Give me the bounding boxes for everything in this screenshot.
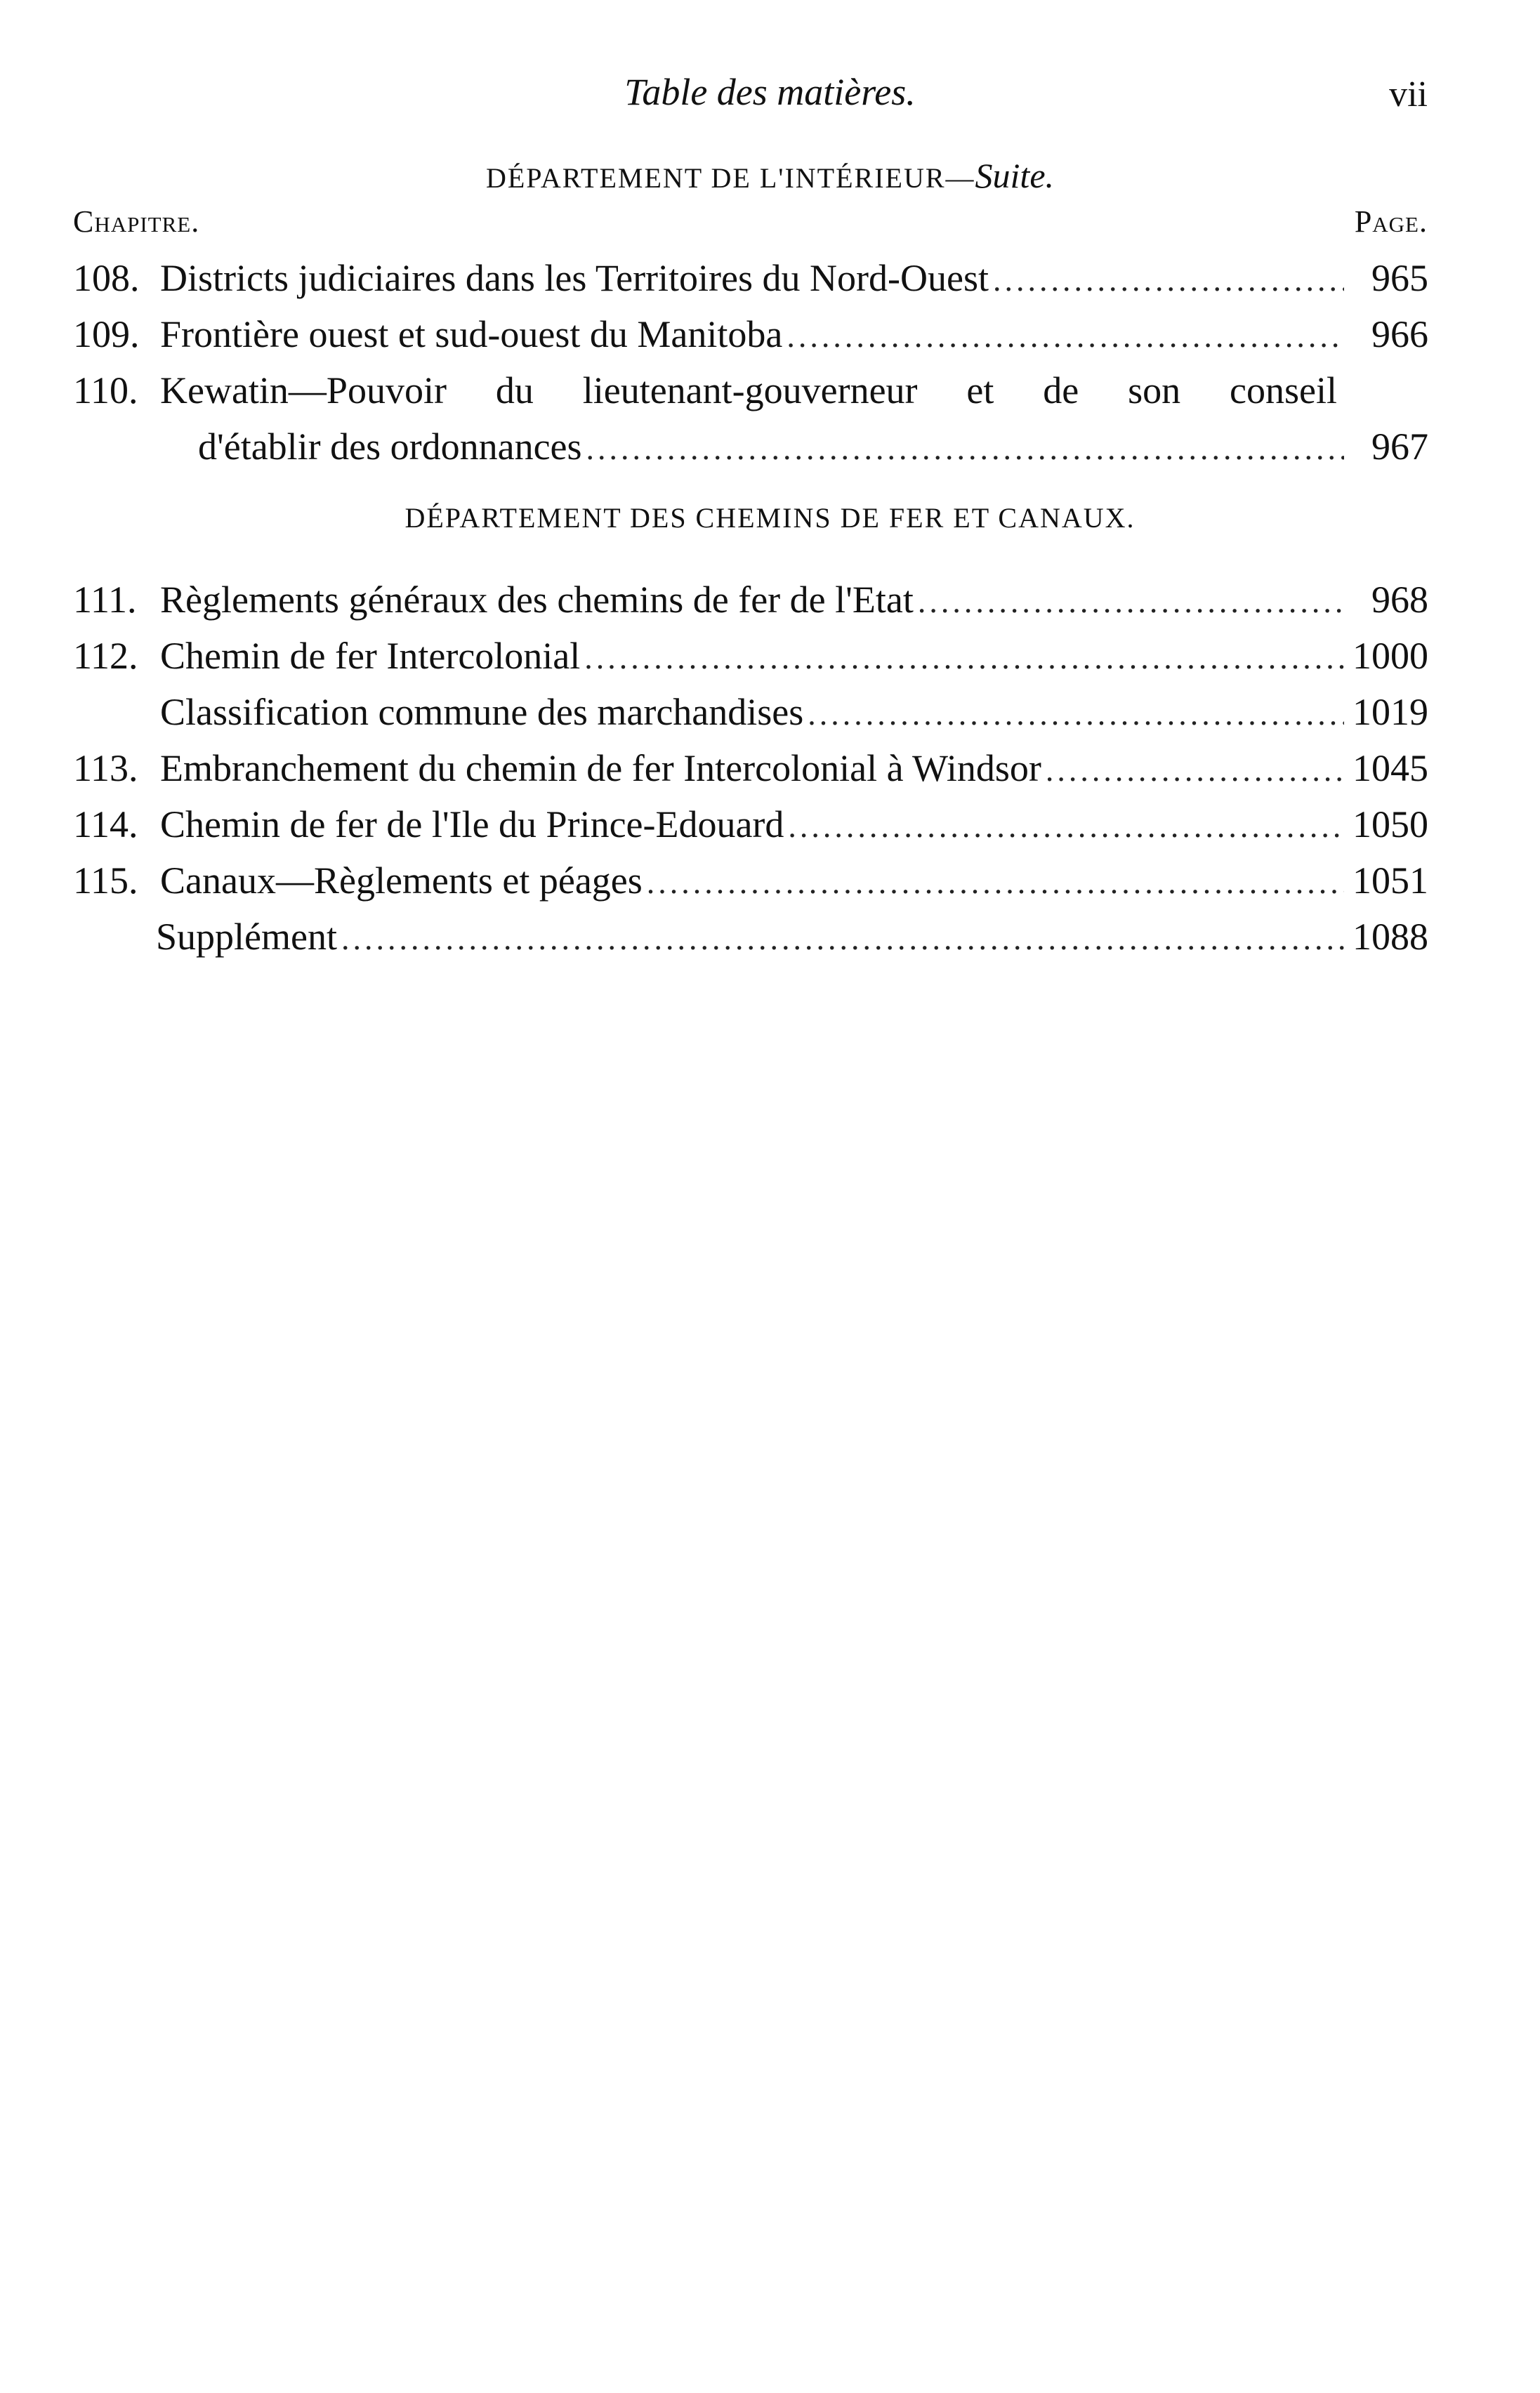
- entry-title: d'établir des ordonnances: [198, 426, 582, 468]
- entry-title: Chemin de fer de l'Ile du Prince-Edouard: [160, 803, 784, 845]
- column-header-chapitre: Chapitre.: [73, 204, 200, 239]
- leader-dots: [787, 311, 1344, 362]
- chapter-number: 109.: [73, 313, 140, 355]
- toc-entry: [73, 855, 1428, 906]
- entry-page: 1000: [1353, 635, 1428, 677]
- leader-dots: [808, 689, 1344, 739]
- entry-title: Canaux—Règlements et péages: [160, 859, 643, 902]
- toc-entry: [73, 309, 1428, 360]
- column-header-page: Page.: [1354, 204, 1428, 239]
- toc-entry: [73, 574, 1428, 625]
- section-heading-interieur: [0, 156, 1540, 198]
- chapter-number: 113.: [73, 747, 138, 789]
- page-number: vii: [1389, 74, 1428, 114]
- section-heading-suite: Suite.: [975, 156, 1055, 195]
- leader-dots: [993, 255, 1344, 305]
- entry-title: Chemin de fer Intercolonial: [160, 635, 581, 677]
- entry-title: Classification commune des marchandises: [160, 691, 804, 733]
- chapter-number: 108.: [73, 257, 140, 299]
- toc-entry: [73, 253, 1428, 303]
- entry-page: 1045: [1353, 747, 1428, 789]
- entry-title: Règlements généraux des chemins de fer de l'Etat: [160, 579, 914, 621]
- entry-page: 966: [1371, 313, 1428, 355]
- leader-dots: [341, 914, 1344, 964]
- toc-entry: [73, 799, 1428, 850]
- leader-dots: [586, 423, 1344, 474]
- toc-entry: [73, 687, 1428, 737]
- toc-entry-continuation: [73, 421, 1428, 472]
- entry-title: Districts judiciaires dans les Territoires du Nord-Ouest: [160, 257, 989, 299]
- entry-page: 1088: [1353, 916, 1428, 958]
- chapter-number: 112.: [73, 635, 138, 677]
- leader-dots: [788, 801, 1344, 852]
- leader-dots: [918, 576, 1344, 627]
- leader-dots: [647, 857, 1344, 908]
- chapter-number: 115.: [73, 859, 138, 902]
- chapter-number: 110.: [73, 369, 138, 411]
- toc-entry: [73, 911, 1428, 962]
- entry-page: 1019: [1353, 691, 1428, 733]
- entry-title: Kewatin—Pouvoir du lieutenant-gouverneur et de son conseil: [160, 369, 1337, 411]
- entry-page: 1051: [1353, 859, 1428, 902]
- running-title: Table des matières.: [624, 71, 916, 113]
- section-heading-text: DÉPARTEMENT DE L'INTÉRIEUR—: [485, 162, 975, 194]
- entry-page: 1050: [1353, 803, 1428, 845]
- entry-page: 965: [1371, 257, 1428, 299]
- toc-entry: [73, 365, 1428, 416]
- entry-title: Embranchement du chemin de fer Intercolonial à Windsor: [160, 747, 1041, 789]
- section-heading-chemins-de-fer: DÉPARTEMENT DES CHEMINS DE FER ET CANAUX.: [404, 502, 1136, 534]
- toc-entry: [73, 743, 1428, 793]
- chapter-number: 111.: [73, 579, 137, 621]
- entry-page: 967: [1371, 426, 1428, 468]
- leader-dots: [584, 633, 1344, 683]
- toc-entry: [73, 631, 1428, 681]
- entry-page: 968: [1371, 579, 1428, 621]
- entry-title: Frontière ouest et sud-ouest du Manitoba: [160, 313, 783, 355]
- leader-dots: [1046, 745, 1344, 796]
- entry-title: Supplément: [156, 916, 337, 958]
- chapter-number: 114.: [73, 803, 138, 845]
